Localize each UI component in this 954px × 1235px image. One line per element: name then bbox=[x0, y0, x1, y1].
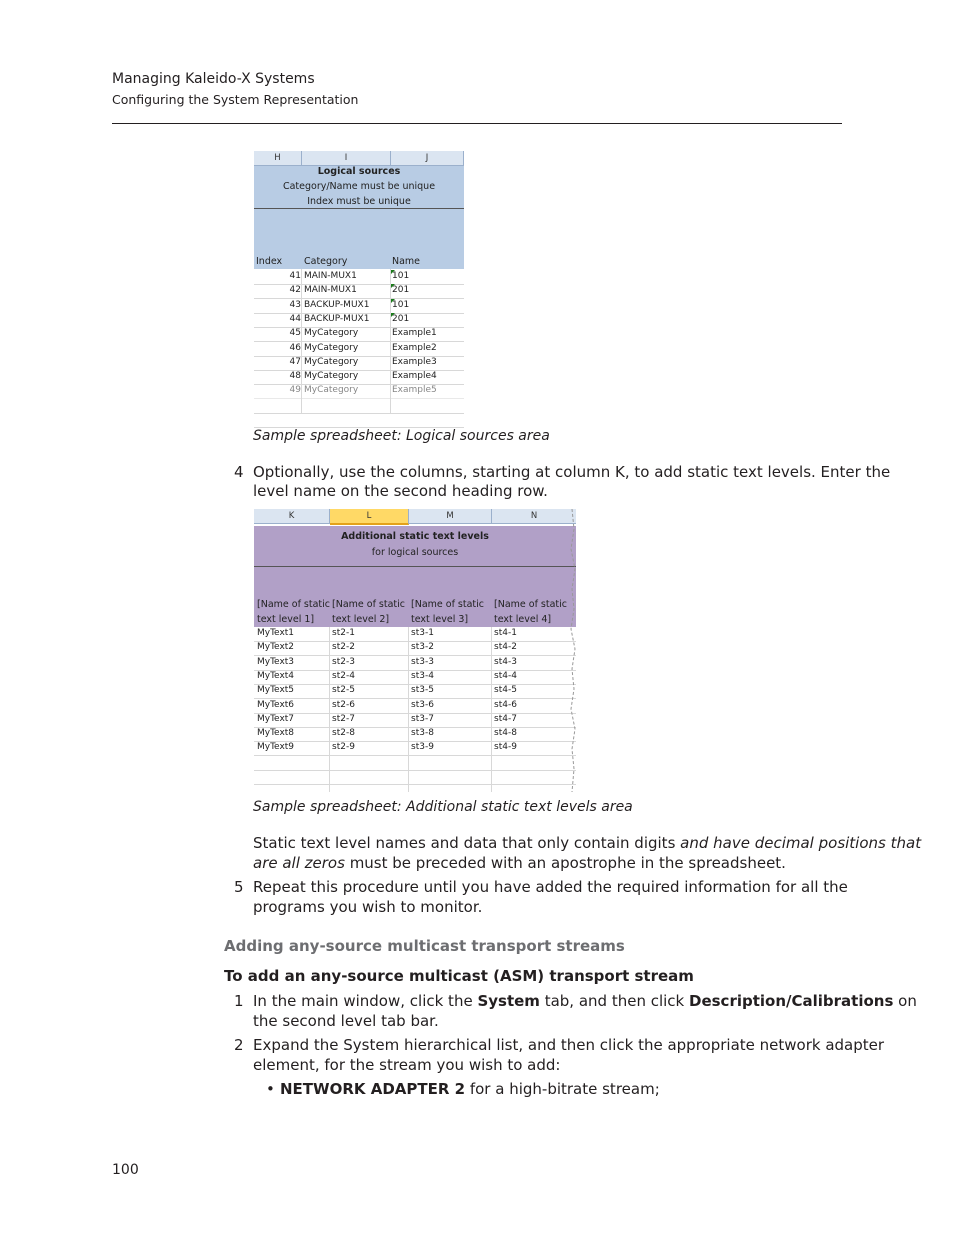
cell-name: 101 bbox=[392, 299, 410, 310]
table-row bbox=[254, 327, 464, 342]
grid-line bbox=[301, 269, 302, 413]
table-cell: MyText9 bbox=[257, 742, 295, 753]
empty-row bbox=[254, 770, 576, 785]
procedure-title: To add an any-source multicast (ASM) transport stream bbox=[224, 967, 694, 985]
cell-name: 201 bbox=[392, 313, 410, 324]
cell-index: 44 bbox=[289, 313, 301, 324]
step4-line2: level name on the second heading row. bbox=[253, 482, 548, 500]
step1-bold: Description/Calibrations bbox=[689, 992, 894, 1010]
table-row bbox=[254, 656, 576, 671]
table-cell: st3-2 bbox=[411, 642, 434, 653]
step1-text: on bbox=[893, 992, 917, 1010]
step1-line2: the second level tab bar. bbox=[253, 1012, 439, 1030]
table-cell: MyText5 bbox=[257, 685, 295, 696]
header-divider bbox=[254, 566, 576, 567]
table-row bbox=[254, 727, 576, 742]
column-header-h: H bbox=[254, 151, 302, 166]
header-level2-b: text level 2] bbox=[332, 614, 390, 625]
bullet-text: for a high-bitrate stream; bbox=[465, 1080, 660, 1098]
cell-index: 41 bbox=[289, 271, 301, 281]
note-italic: and have decimal positions that bbox=[680, 834, 922, 852]
header-level2-a: [Name of static bbox=[332, 599, 406, 610]
note-italic: are all zeros bbox=[253, 854, 345, 872]
table-cell: st2-8 bbox=[332, 728, 355, 739]
cell-name: 101 bbox=[392, 271, 410, 281]
table-cell: st2-9 bbox=[332, 742, 355, 753]
table-row bbox=[254, 699, 576, 714]
caption-static-text: Sample spreadsheet: Additional static text levels area bbox=[253, 799, 633, 815]
cell-category: MyCategory bbox=[304, 385, 359, 396]
header-category: Category bbox=[304, 256, 348, 267]
cell-name: Example5 bbox=[392, 385, 437, 396]
table-cell: st3-8 bbox=[411, 728, 434, 739]
header-level3-a: [Name of static bbox=[411, 599, 485, 610]
step-number: 1 bbox=[234, 992, 244, 1010]
table-row bbox=[254, 684, 576, 699]
table-cell: MyText8 bbox=[257, 728, 295, 739]
header-index: Index bbox=[256, 256, 283, 267]
sheet-title: Logical sources bbox=[317, 166, 401, 177]
table-cell: st2-2 bbox=[332, 642, 355, 653]
grid-line bbox=[491, 627, 492, 792]
note-line1 bbox=[253, 833, 921, 853]
step1-line1 bbox=[253, 991, 917, 1011]
table-cell: st3-3 bbox=[411, 656, 434, 667]
torn-edge bbox=[568, 509, 576, 792]
cell-category: MyCategory bbox=[304, 356, 359, 367]
cell-name: Example1 bbox=[392, 328, 437, 339]
table-cell: st2-4 bbox=[332, 670, 355, 681]
section-title: Adding any-source multicast transport streams bbox=[224, 937, 625, 955]
cell-index: 46 bbox=[289, 342, 301, 353]
table-cell: st4-8 bbox=[494, 728, 517, 739]
caption-logical-sources: Sample spreadsheet: Logical sources area bbox=[253, 428, 550, 444]
step5-line1: Repeat this procedure until you have added the required information for all the bbox=[253, 878, 848, 896]
grid-line bbox=[390, 269, 391, 413]
logical-sources-spreadsheet bbox=[254, 151, 464, 413]
sheet-note-2: Index must be unique bbox=[307, 196, 411, 207]
column-header-i: I bbox=[302, 151, 391, 166]
step1-text: In the main window, click the bbox=[253, 992, 478, 1010]
column-header-l: L bbox=[330, 509, 409, 525]
cell-comment-marker-icon bbox=[391, 299, 395, 303]
cell-index: 48 bbox=[289, 371, 301, 382]
step2-line1: Expand the System hierarchical list, and then click the appropriate network adapter bbox=[253, 1036, 885, 1054]
table-row bbox=[254, 284, 464, 299]
header-level1-a: [Name of static bbox=[257, 599, 331, 610]
cell-index: 43 bbox=[289, 299, 301, 310]
step4-line1: Optionally, use the columns, starting at column K, to add static text levels. Enter the bbox=[253, 463, 891, 481]
cell-category: MAIN-MUX1 bbox=[304, 285, 357, 296]
table-row bbox=[254, 299, 464, 314]
step1-text: tab, and then click bbox=[539, 992, 689, 1010]
table-cell: st4-7 bbox=[494, 713, 517, 724]
table-row bbox=[254, 670, 576, 685]
table-cell: st4-2 bbox=[494, 642, 517, 653]
header-divider bbox=[254, 208, 464, 209]
cell-name: Example3 bbox=[392, 356, 437, 367]
note-text: must be preceded with an apostrophe in the spreadsheet. bbox=[344, 854, 786, 872]
header-level3-b: text level 3] bbox=[411, 614, 469, 625]
cell-index: 49 bbox=[289, 385, 301, 396]
column-header-j: J bbox=[391, 151, 464, 166]
table-row bbox=[254, 356, 464, 371]
table-cell: MyText1 bbox=[257, 628, 295, 638]
empty-row bbox=[254, 399, 464, 414]
cell-name: Example4 bbox=[392, 371, 437, 382]
cell-name: 201 bbox=[392, 285, 410, 296]
column-header-m: M bbox=[409, 509, 492, 524]
empty-row bbox=[254, 756, 576, 771]
table-cell: st2-3 bbox=[332, 656, 355, 667]
table-cell: MyText2 bbox=[257, 642, 295, 653]
cell-name: Example2 bbox=[392, 342, 437, 353]
cell-index: 42 bbox=[289, 285, 301, 296]
cell-category: BACKUP-MUX1 bbox=[304, 299, 370, 310]
cell-comment-marker-icon bbox=[391, 284, 395, 288]
cell-category: MyCategory bbox=[304, 328, 359, 339]
grid-line bbox=[329, 627, 330, 792]
empty-row bbox=[254, 413, 464, 428]
table-cell: st3-7 bbox=[411, 713, 434, 724]
table-row bbox=[254, 270, 464, 285]
header-level1-b: text level 1] bbox=[257, 614, 315, 625]
step1-bold: System bbox=[477, 992, 540, 1010]
table-cell: st3-4 bbox=[411, 670, 434, 681]
running-header-subtitle: Configuring the System Representation bbox=[112, 92, 359, 107]
table-cell: st3-6 bbox=[411, 699, 434, 710]
table-cell: MyText6 bbox=[257, 699, 295, 710]
header-rule bbox=[112, 123, 842, 124]
table-row bbox=[254, 713, 576, 728]
table-row bbox=[254, 342, 464, 357]
note-line2 bbox=[253, 853, 786, 873]
table-cell: st2-5 bbox=[332, 685, 355, 696]
table-row bbox=[254, 627, 576, 642]
note-text: Static text level names and data that only contain digits bbox=[253, 834, 681, 852]
cell-category: MyCategory bbox=[304, 371, 359, 382]
header-level4-a: [Name of static bbox=[494, 599, 568, 610]
bullet-item bbox=[280, 1079, 660, 1099]
table-row bbox=[254, 313, 464, 328]
cell-category: BACKUP-MUX1 bbox=[304, 313, 370, 324]
table-cell: st4-4 bbox=[494, 670, 517, 681]
step-number: 5 bbox=[234, 878, 244, 896]
bullet-mark: • bbox=[266, 1080, 275, 1098]
table-cell: st3-9 bbox=[411, 742, 434, 753]
step2-line2: element, for the stream you wish to add: bbox=[253, 1056, 561, 1074]
table-cell: MyText4 bbox=[257, 670, 295, 681]
bullet-bold: NETWORK ADAPTER 2 bbox=[280, 1080, 466, 1098]
table-row bbox=[254, 641, 576, 656]
grid-line bbox=[408, 627, 409, 792]
table-cell: st2-6 bbox=[332, 699, 355, 710]
table-row bbox=[254, 384, 464, 399]
cell-index: 47 bbox=[289, 356, 301, 367]
cell-comment-marker-icon bbox=[391, 270, 395, 274]
table-row bbox=[254, 370, 464, 385]
cell-comment-marker-icon bbox=[391, 313, 395, 317]
table-cell: st2-7 bbox=[332, 713, 355, 724]
cell-index: 45 bbox=[289, 328, 301, 339]
table-cell: st4-3 bbox=[494, 656, 517, 667]
step5-line2: programs you wish to monitor. bbox=[253, 898, 483, 916]
table-cell: st3-5 bbox=[411, 685, 434, 696]
table-cell: st4-5 bbox=[494, 685, 517, 696]
sheet-title: Additional static text levels bbox=[341, 531, 489, 542]
table-row bbox=[254, 741, 576, 756]
step-number: 2 bbox=[234, 1036, 244, 1054]
cell-category: MAIN-MUX1 bbox=[304, 271, 357, 281]
table-cell: MyText7 bbox=[257, 713, 295, 724]
sheet-subtitle: for logical sources bbox=[371, 547, 459, 558]
page-number: 100 bbox=[112, 1162, 139, 1178]
header-level4-b: text level 4] bbox=[494, 614, 552, 625]
table-cell: st2-1 bbox=[332, 628, 355, 638]
table-cell: MyText3 bbox=[257, 656, 295, 667]
table-cell: st4-9 bbox=[494, 742, 517, 753]
column-header-k: K bbox=[254, 509, 330, 524]
cell-category: MyCategory bbox=[304, 342, 359, 353]
running-header-title: Managing Kaleido-X Systems bbox=[112, 71, 315, 87]
sheet-note-1: Category/Name must be unique bbox=[282, 181, 436, 192]
table-cell: st4-1 bbox=[494, 628, 517, 638]
header-name: Name bbox=[392, 256, 421, 267]
column-header-n: N bbox=[492, 509, 576, 524]
table-cell: st4-6 bbox=[494, 699, 517, 710]
step-number: 4 bbox=[234, 463, 244, 481]
static-text-levels-spreadsheet bbox=[254, 509, 576, 792]
table-cell: st3-1 bbox=[411, 628, 434, 638]
